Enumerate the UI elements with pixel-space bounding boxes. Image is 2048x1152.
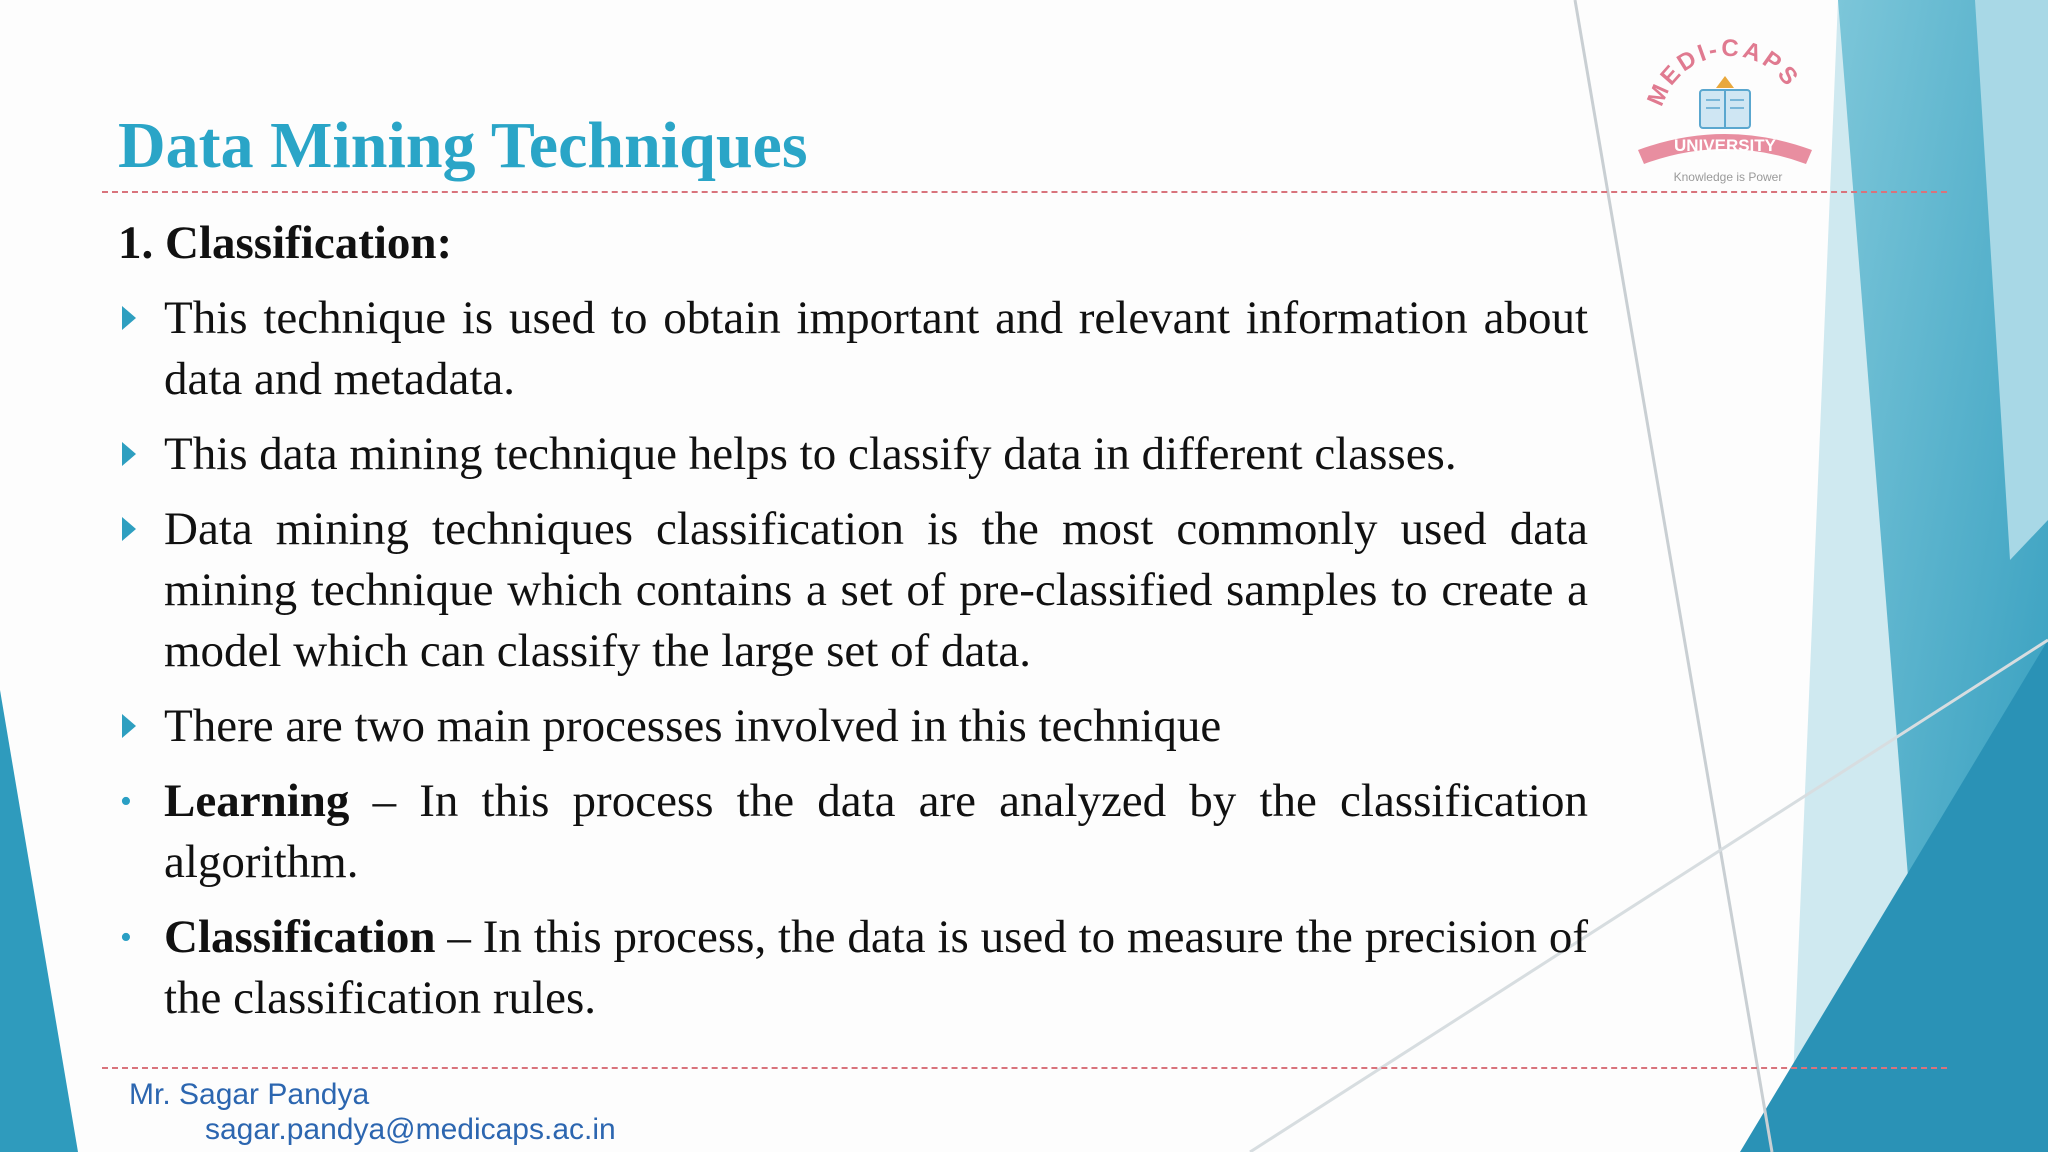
bullet-text: This technique is used to obtain important and relevant information about data and metadata.: [164, 292, 1588, 405]
sub-point-text: – In this process the data are analyzed by the classification algorithm.: [164, 775, 1588, 888]
sub-point-text: – In this process, the data is used to measure the precision of the classification rules.: [164, 911, 1588, 1024]
logo-ribbon-text: UNIVERSITY: [1673, 136, 1777, 155]
triangle-bullet-icon: [118, 696, 148, 757]
top-divider: [102, 191, 1947, 193]
book-icon: [1700, 76, 1750, 128]
slide-body: [118, 288, 1588, 1043]
left-teal-band: [0, 690, 78, 1152]
bottom-divider: [102, 1067, 1947, 1069]
bullet-item: [118, 288, 1588, 410]
triangle-bullet-icon: [118, 499, 148, 560]
section-subheading: 1. Classification:: [118, 217, 453, 269]
bullet-item: [118, 424, 1588, 485]
dot-bullet-icon: •: [120, 919, 132, 956]
sub-point-item: [118, 907, 1588, 1029]
logo-tagline: Knowledge is Power: [1673, 170, 1783, 184]
slide-title: Data Mining Techniques: [118, 109, 808, 182]
bullet-text: Data mining techniques classification is the most commonly used data mining technique which contains a set of pre-classified samples to create a model which can classify the large set of data.: [164, 503, 1588, 677]
bullet-text: This data mining technique helps to classify data in different classes.: [164, 428, 1457, 480]
logo-arc-text: MEDI-CAPS: [1642, 34, 1805, 110]
bullet-item: [118, 499, 1588, 682]
bullet-item: [118, 696, 1588, 757]
footer-author: Mr. Sagar Pandya: [129, 1078, 370, 1111]
university-logo: [1620, 30, 1830, 190]
sub-point-term: Classification: [164, 911, 436, 963]
bullet-text: There are two main processes involved in this technique: [164, 700, 1222, 752]
dot-bullet-icon: •: [120, 783, 132, 820]
footer-email: sagar.pandya@medicaps.ac.in: [205, 1113, 616, 1146]
sub-point-item: [118, 771, 1588, 893]
triangle-bullet-icon: [118, 288, 148, 349]
triangle-bullet-icon: [118, 424, 148, 485]
sub-point-term: Learning: [164, 775, 350, 827]
